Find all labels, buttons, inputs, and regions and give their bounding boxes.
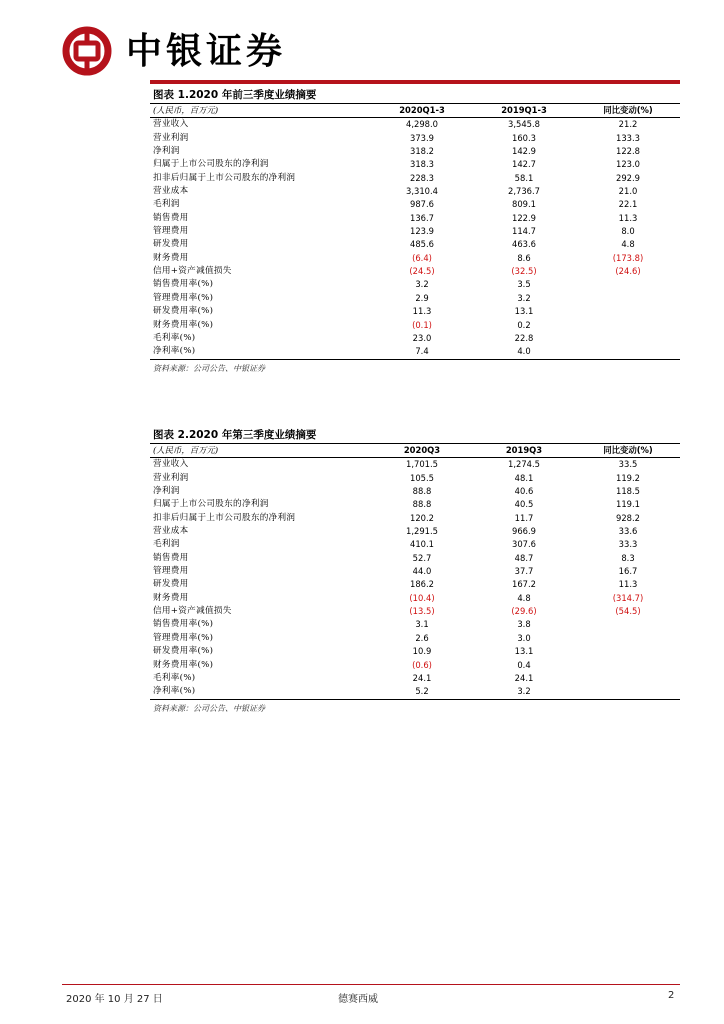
table-cell: 485.6	[410, 239, 434, 250]
footer-company: 德赛西威	[338, 994, 378, 1005]
row-label: 毛利润	[153, 199, 180, 210]
table-cell: 37.7	[514, 566, 534, 577]
table1-header-prior: 2019Q1-3	[472, 104, 576, 118]
table-cell: (173.8)	[612, 252, 644, 263]
table-row	[150, 458, 680, 472]
row-label: 管理费用率(%)	[153, 632, 214, 643]
table1-body	[150, 118, 680, 359]
table1-header-change: 同比变动(%)	[576, 104, 680, 118]
table-cell	[576, 332, 680, 345]
table-cell: 11.7	[514, 512, 534, 523]
table-cell: 120.2	[410, 512, 434, 523]
table-row	[150, 592, 680, 605]
table-row	[150, 172, 680, 185]
table-cell: 5.2	[372, 685, 472, 699]
header-rule	[150, 80, 680, 84]
row-label: 营业成本	[153, 526, 189, 537]
row-label: 营业收入	[153, 119, 189, 130]
table2-title: 图表 2.2020 年第三季度业绩摘要	[150, 428, 680, 444]
table-cell: (24.6)	[615, 266, 641, 277]
table-cell: 8.0	[621, 226, 635, 237]
table-row	[150, 292, 680, 305]
table-cell: 167.2	[512, 579, 536, 590]
row-label: 扣非后归属于上市公司股东的净利润	[153, 512, 296, 523]
table-cell: (54.5)	[615, 606, 641, 617]
table-row	[150, 345, 680, 359]
table-cell: 318.3	[410, 159, 434, 170]
table-row	[150, 645, 680, 658]
table-row	[150, 145, 680, 158]
table-cell: 40.5	[514, 499, 534, 510]
table-cell: 52.7	[412, 552, 432, 563]
table1-header-current: 2020Q1-3	[372, 104, 472, 118]
table-cell: (29.6)	[511, 606, 537, 617]
row-label: 销售费用	[153, 552, 189, 563]
table-cell	[576, 632, 680, 645]
table-cell: 11.3	[618, 579, 638, 590]
table-cell: 3.2	[517, 292, 531, 303]
table-cell: 16.7	[618, 566, 638, 577]
table-cell: 21.2	[618, 119, 638, 130]
table-row	[150, 605, 680, 618]
table-row	[150, 552, 680, 565]
row-label: 管理费用率(%)	[153, 292, 214, 303]
table-cell: (314.7)	[612, 592, 644, 603]
table1-block	[150, 88, 680, 374]
row-label: 营业成本	[153, 186, 189, 197]
table-row	[150, 498, 680, 511]
row-label: 财务费用率(%)	[153, 659, 214, 670]
table-cell: 21.0	[618, 186, 638, 197]
row-label: 营业利润	[153, 132, 189, 143]
table-row	[150, 198, 680, 211]
row-label: 研发费用率(%)	[153, 306, 214, 317]
table-row	[150, 158, 680, 171]
table-cell: 22.1	[618, 199, 638, 210]
table-cell	[576, 278, 680, 291]
table-cell	[576, 685, 680, 699]
table-cell: 3.8	[517, 619, 531, 630]
table-cell	[576, 672, 680, 685]
table-cell: 114.7	[512, 226, 536, 237]
table-row	[150, 238, 680, 251]
table-cell: 119.1	[616, 499, 640, 510]
table-cell: 33.5	[618, 459, 638, 470]
table-cell: 123.0	[616, 159, 640, 170]
table-cell: 3.2	[415, 279, 429, 290]
row-label: 销售费用率(%)	[153, 279, 214, 290]
bank-of-china-logo-icon	[62, 26, 112, 76]
row-label: 销售费用	[153, 212, 189, 223]
table2-source: 资料来源：公司公告、中银证券	[153, 703, 265, 713]
table-cell: 928.2	[616, 512, 640, 523]
table-cell: (10.4)	[409, 592, 435, 603]
row-label: 净利润	[153, 486, 180, 497]
table-row	[150, 512, 680, 525]
row-label: 净利润	[153, 146, 180, 157]
table-cell: 142.7	[512, 159, 536, 170]
table2-header-prior: 2019Q3	[472, 444, 576, 458]
table-cell: 160.3	[512, 132, 536, 143]
table-cell: 228.3	[410, 172, 434, 183]
row-label: 净利率(%)	[150, 345, 372, 359]
table-cell: 2,736.7	[508, 186, 540, 197]
table-cell: 88.8	[412, 486, 432, 497]
row-label: 财务费用	[153, 252, 189, 263]
table-cell: 1,274.5	[508, 459, 540, 470]
table-row	[150, 659, 680, 672]
row-label: 营业利润	[153, 472, 189, 483]
table-cell: 48.7	[514, 552, 534, 563]
table1-title: 图表 1.2020 年前三季度业绩摘要	[150, 88, 680, 104]
table-cell: 4,298.0	[406, 119, 438, 130]
row-label: 财务费用率(%)	[153, 319, 214, 330]
table-cell: 292.9	[616, 172, 640, 183]
row-label: 毛利率(%)	[153, 672, 196, 683]
table2-block	[150, 428, 680, 714]
table-cell: 22.8	[514, 332, 534, 343]
footer-date: 2020 年 10 月 27 日	[66, 994, 163, 1005]
row-label: 营业收入	[153, 459, 189, 470]
table-row	[150, 319, 680, 332]
row-label: 扣非后归属于上市公司股东的净利润	[153, 172, 296, 183]
table-cell: 3.2	[472, 685, 576, 699]
table-row	[150, 538, 680, 551]
table-cell: 987.6	[410, 199, 434, 210]
table-cell: 8.6	[517, 252, 531, 263]
table-cell: 4.8	[517, 592, 531, 603]
row-label: 归属于上市公司股东的净利润	[153, 499, 269, 510]
table-cell	[576, 292, 680, 305]
table-cell: 307.6	[512, 539, 536, 550]
table-row	[150, 565, 680, 578]
table-cell: 11.3	[618, 212, 638, 223]
table-cell	[576, 659, 680, 672]
table-row	[150, 252, 680, 265]
table-cell: 44.0	[412, 566, 432, 577]
table-cell: 966.9	[512, 526, 536, 537]
table-cell: 373.9	[410, 132, 434, 143]
table-cell: 33.6	[618, 526, 638, 537]
table-cell: 3.5	[517, 279, 531, 290]
table-row	[150, 578, 680, 591]
table-row	[150, 632, 680, 645]
table-cell: (13.5)	[409, 606, 435, 617]
table-row	[150, 618, 680, 631]
table-cell	[576, 618, 680, 631]
table-cell: 1,701.5	[406, 459, 438, 470]
table-cell: 23.0	[412, 332, 432, 343]
table-cell	[576, 345, 680, 359]
table-cell: 40.6	[514, 486, 534, 497]
table-row	[150, 685, 680, 699]
table-cell: 123.9	[410, 226, 434, 237]
table-cell: 105.5	[410, 472, 434, 483]
table-cell: 118.5	[616, 486, 640, 497]
table-cell: 318.2	[410, 146, 434, 157]
table-cell: 13.1	[514, 646, 534, 657]
table-cell: (0.1)	[412, 319, 432, 330]
table-row	[150, 305, 680, 318]
table-cell: 8.3	[621, 552, 635, 563]
table-cell: 0.2	[517, 319, 531, 330]
table-cell: 11.3	[412, 306, 432, 317]
row-label: 净利率(%)	[150, 685, 372, 699]
page-number: 2	[668, 990, 675, 1001]
table-cell: 122.8	[616, 146, 640, 157]
table2-header-change: 同比变动(%)	[576, 444, 680, 458]
table-cell: 4.8	[621, 239, 635, 250]
table-cell: 88.8	[412, 499, 432, 510]
table2-header-unit: (人民币，百万元)	[150, 444, 372, 458]
table2-header-current: 2020Q3	[372, 444, 472, 458]
row-label: 财务费用	[153, 592, 189, 603]
table-cell: (0.6)	[412, 659, 432, 670]
table-cell: 809.1	[512, 199, 536, 210]
table-cell: 48.1	[514, 472, 534, 483]
table2	[150, 444, 680, 700]
table-cell: 142.9	[512, 146, 536, 157]
table-cell: 3,310.4	[406, 186, 438, 197]
table-cell: 58.1	[514, 172, 534, 183]
row-label: 管理费用	[153, 566, 189, 577]
table-cell: 3,545.8	[508, 119, 540, 130]
table-cell: 186.2	[410, 579, 434, 590]
table-row	[150, 332, 680, 345]
table-cell: 133.3	[616, 132, 640, 143]
table1-source: 资料来源：公司公告、中银证券	[153, 363, 265, 373]
table-cell: 24.1	[514, 672, 534, 683]
table-row	[150, 225, 680, 238]
table-cell: 3.0	[517, 632, 531, 643]
table-row	[150, 118, 680, 132]
table1-header-row	[150, 104, 680, 118]
table-cell: (24.5)	[409, 266, 435, 277]
table-cell: (32.5)	[511, 266, 537, 277]
table-cell	[576, 645, 680, 658]
table-row	[150, 472, 680, 485]
table-cell: 2.9	[415, 292, 429, 303]
table-cell: 410.1	[410, 539, 434, 550]
table1	[150, 104, 680, 360]
table-cell: 119.2	[616, 472, 640, 483]
table2-header-row	[150, 444, 680, 458]
table2-body	[150, 458, 680, 699]
table-cell: 10.9	[412, 646, 432, 657]
table-row	[150, 672, 680, 685]
table-row	[150, 485, 680, 498]
table-cell: 33.3	[618, 539, 638, 550]
table-cell: (6.4)	[412, 252, 432, 263]
table-row	[150, 278, 680, 291]
row-label: 研发费用	[153, 579, 189, 590]
footer-rule	[62, 984, 680, 985]
table-cell	[576, 319, 680, 332]
row-label: 管理费用	[153, 226, 189, 237]
table1-header-unit: (人民币，百万元)	[150, 104, 372, 118]
table-cell: 122.9	[512, 212, 536, 223]
row-label: 信用+资产减值损失	[153, 266, 232, 277]
table-cell: 13.1	[514, 306, 534, 317]
brand-name: 中银证券	[126, 30, 287, 72]
table-row	[150, 185, 680, 198]
row-label: 归属于上市公司股东的净利润	[153, 159, 269, 170]
row-label: 研发费用	[153, 239, 189, 250]
table-row	[150, 265, 680, 278]
table-cell: 2.6	[415, 632, 429, 643]
table-cell: 3.1	[415, 619, 429, 630]
table-cell: 24.1	[412, 672, 432, 683]
table-cell: 0.4	[517, 659, 531, 670]
row-label: 研发费用率(%)	[153, 646, 214, 657]
table-cell: 136.7	[410, 212, 434, 223]
table-cell: 4.0	[472, 345, 576, 359]
table-row	[150, 212, 680, 225]
table-cell: 7.4	[372, 345, 472, 359]
row-label: 毛利润	[153, 539, 180, 550]
row-label: 销售费用率(%)	[153, 619, 214, 630]
table-cell	[576, 305, 680, 318]
table-cell: 463.6	[512, 239, 536, 250]
row-label: 信用+资产减值损失	[153, 606, 232, 617]
page-header	[62, 26, 286, 76]
row-label: 毛利率(%)	[153, 332, 196, 343]
table-cell: 1,291.5	[406, 526, 438, 537]
table-row	[150, 525, 680, 538]
table-row	[150, 132, 680, 145]
